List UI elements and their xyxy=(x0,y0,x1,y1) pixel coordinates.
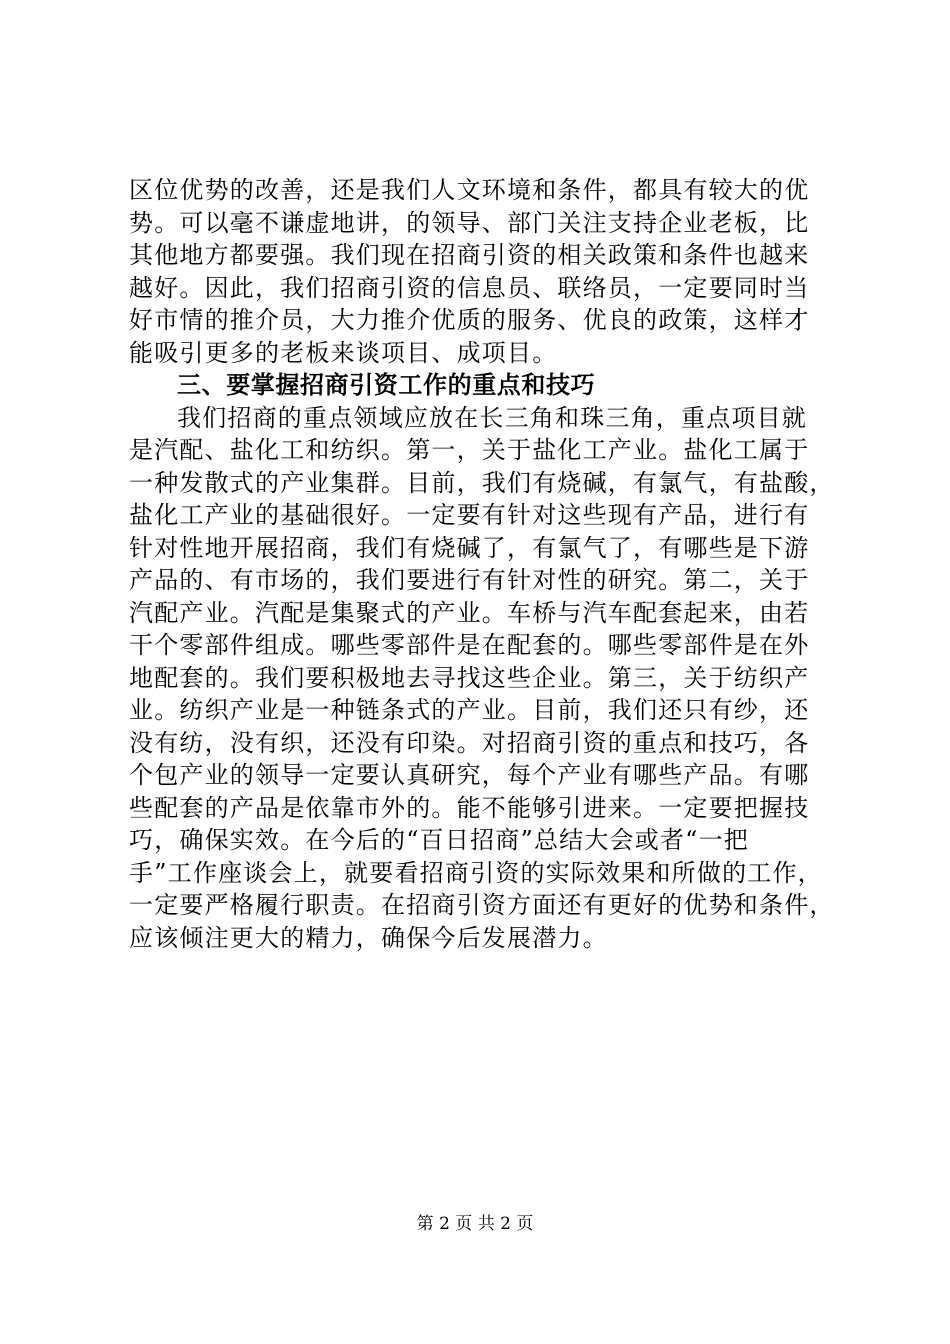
paragraph-line: 应该倾注更大的精力，确保今后发展潜力。 xyxy=(129,923,608,952)
paragraph-line: 我们招商的重点领域应放在长三角和珠三角，重点项目就 xyxy=(177,403,807,432)
paragraph-line: 业。纺织产业是一种链条式的产业。目前，我们还只有纱，还 xyxy=(129,696,810,724)
paragraph-line: 区位优势的改善，还是我们人文环境和条件，都具有较大的优 xyxy=(129,176,810,204)
paragraph-line: 越好。因此，我们招商引资的信息员、联络员，一定要同时当 xyxy=(129,273,810,302)
section-heading: 三、要掌握招商引资工作的重点和技巧 xyxy=(177,371,596,399)
paragraph-line: 汽配产业。汽配是集聚式的产业。车桥与汽车配套起来，由若 xyxy=(129,598,810,627)
paragraph-line: 干个零部件组成。哪些零部件是在配套的。哪些零部件是在外 xyxy=(129,631,810,659)
paragraph-line: 手”工作座谈会上，就要看招商引资的实际效果和所做的工作， xyxy=(129,858,823,887)
page-footer xyxy=(0,1212,950,1236)
paragraph-line: 一定要严格履行职责。在招商引资方面还有更好的优势和条件， xyxy=(129,891,835,919)
paragraph-line: 产品的、有市场的，我们要进行有针对性的研究。第二，关于 xyxy=(129,566,810,594)
paragraph-line: 势。可以毫不谦虚地讲，的领导、部门关注支持企业老板，比 xyxy=(129,208,810,237)
document-body xyxy=(129,174,839,954)
paragraph-line: 好市情的推介员，大力推介优质的服务、优良的政策，这样才 xyxy=(129,306,810,334)
page-number-label: 第 2 页 共 2 页 xyxy=(416,1214,534,1234)
paragraph-line: 地配套的。我们要积极地去寻找这些企业。第三，关于纺织产 xyxy=(129,663,810,692)
paragraph-line: 些配套的产品是依靠市外的。能不能够引进来。一定要把握技 xyxy=(129,793,810,822)
paragraph-line: 巧，确保实效。在今后的“百日招商”总结大会或者“一把 xyxy=(129,826,750,854)
paragraph-line: 个包产业的领导一定要认真研究，每个产业有哪些产品。有哪 xyxy=(129,761,810,789)
paragraph-line: 针对性地开展招商，我们有烧碱了，有氯气了，有哪些是下游 xyxy=(129,533,810,562)
paragraph-line: 没有纺，没有织，还没有印染。对招商引资的重点和技巧，各 xyxy=(129,728,810,757)
paragraph-line: 一种发散式的产业集群。目前，我们有烧碱，有氯气，有盐酸， xyxy=(129,468,835,497)
paragraph-line: 能吸引更多的老板来谈项目、成项目。 xyxy=(129,338,558,367)
paragraph-line: 是汽配、盐化工和纺织。第一，关于盐化工产业。盐化工属于 xyxy=(129,436,810,464)
paragraph-line: 其他地方都要强。我们现在招商引资的相关政策和条件也越来 xyxy=(129,241,810,269)
paragraph-line: 盐化工产业的基础很好。一定要有针对这些现有产品，进行有 xyxy=(129,501,810,529)
